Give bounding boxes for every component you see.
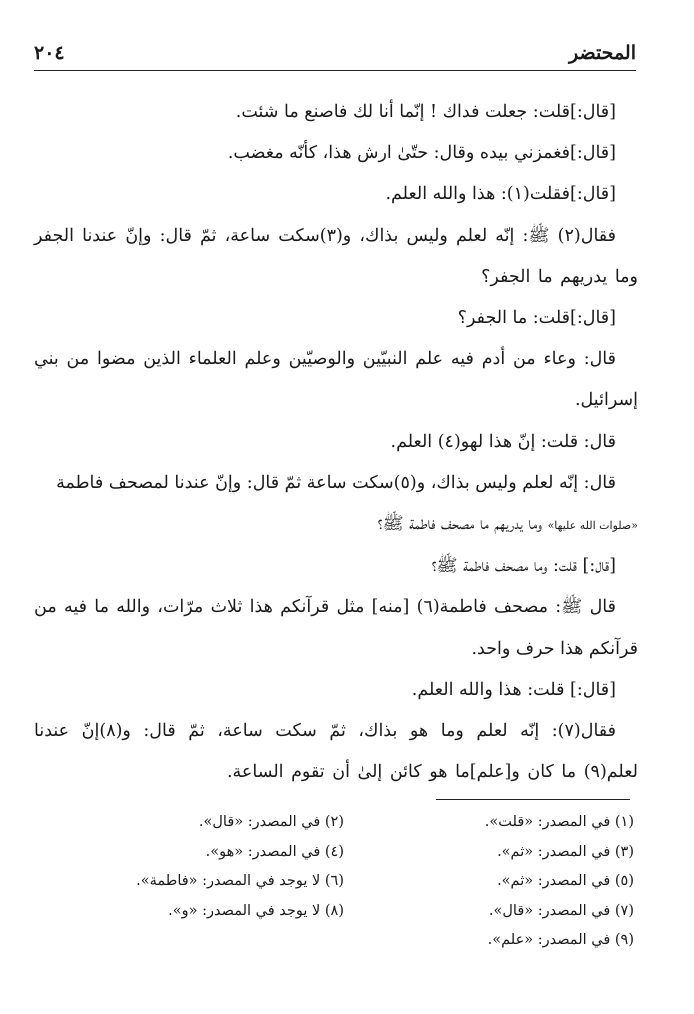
paragraph: [قال:]قلت: جعلت فداك ! إنّما أنا لك فاصنع ما شئت.	[235, 102, 616, 122]
footnote-row	[34, 873, 634, 903]
footnote: (٦) لا يوجد في المصدر: «فاطمة».	[136, 873, 344, 889]
paragraph: [قال:]قلت: ما الجفر؟	[457, 308, 616, 329]
paragraph: [قال:]فقلت(١): هذا والله العلم.	[385, 184, 616, 205]
paragraph-text: وما يدريهم ما مصحف فاطمة ﷺ؟	[377, 514, 542, 535]
footnote-row	[34, 903, 634, 933]
footnote-row	[34, 844, 634, 874]
footnote: (٧) في المصدر: «قال».	[488, 902, 634, 919]
page-header	[34, 40, 636, 71]
paragraph: قال: وعاء من أدم فيه علم النبيّين والوصيّين وعلم العلماء الذين مضوا من بني إسرائيل.	[34, 349, 638, 411]
paragraph: فقال(٧): إنّه لعلم وما هو بذاك، ثمّ سكت ساعة، ثمّ قال: و(٨)إنّ عندنا لعلم(٩) ما كان و[علم]ما هو كائن إلىٰ أن تقوم الساعة.	[34, 721, 638, 783]
paragraph: قال: إنّه لعلم وليس بذاك، و(٥)سكت ساعة ثمّ قال: وإنّ عندنا لمصحف فاطمة	[56, 472, 616, 493]
paragraph: قال: قلت: إنّ هذا لهو(٤) العلم.	[390, 431, 616, 452]
footnote-separator	[436, 799, 630, 800]
footnote: (٣) في المصدر: «ثم».	[497, 843, 634, 860]
footnote: (٥) في المصدر: «ثم».	[497, 873, 634, 889]
paragraph: [قال:] قلت: وما مصحف فاطمة ﷺ؟	[431, 556, 616, 577]
paragraph: قال ﷺ: مصحف فاطمة(٦) [منه] مثل قرآنكم هذا ثلاث مرّات، والله ما فيه من قرآنكم هذا حرف واحد.	[34, 597, 638, 659]
running-title: المحتضر	[568, 42, 636, 64]
footnote: (٢) في المصدر: «قال».	[198, 814, 344, 830]
blessing-small: «صلوات الله عليها»	[547, 519, 638, 533]
paragraph-continuation	[34, 504, 638, 546]
paragraph: [قال:] قلت: هذا والله العلم.	[411, 679, 616, 700]
footnote-row	[34, 814, 634, 844]
footnote: (١) في المصدر: «قلت».	[484, 814, 634, 830]
footnote-row	[34, 932, 634, 962]
main-text	[34, 92, 638, 793]
paragraph: فقال(٢) ﷺ: إنّه لعلم وليس بذاك، و(٣)سكت ساعة، ثمّ قال: وإنّ عندنا الجفر وما يدريهم ما الجفر؟	[34, 225, 638, 287]
footnote: (٩) في المصدر: «علم».	[487, 932, 634, 948]
footnote: (٤) في المصدر: «هو».	[205, 843, 344, 860]
footnotes	[34, 814, 634, 962]
page-number: ٢٠٤	[34, 42, 65, 64]
footnote: (٨) لا يوجد في المصدر: «و».	[168, 902, 344, 919]
paragraph: [قال:]فغمزني بيده وقال: حتّىٰ ارش هذا، كأنّه مغضب.	[227, 143, 616, 164]
